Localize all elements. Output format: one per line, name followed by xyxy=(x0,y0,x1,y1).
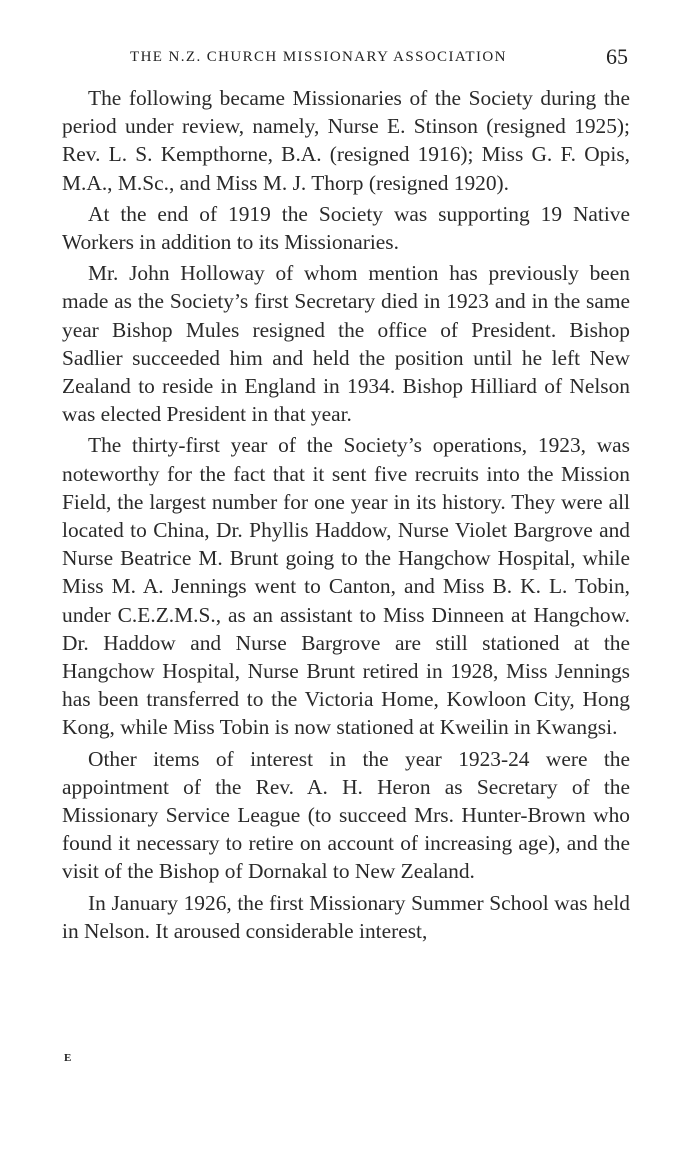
printer-signature-mark: E xyxy=(64,1052,72,1064)
paragraph-1923-24-items: Other items of interest in the year 1923-24 were the appointment of the Rev. A. H. Heron as Secretary of the Missionary Service League (to succeed Mrs. Hunter-Brown who found it necessary to retire on account of increasing age), and the visit of the Bishop of Dornakal to New Zealand. xyxy=(62,746,630,884)
paragraph-holloway-and-presidents: Mr. John Holloway of whom mention has previously been made as the Society’s first Secretary died in 1923 and in the same year Bishop Mules resigned the office of President. Bishop Sadlier succeeded him and held the position until he left New Zealand to reside in England in 1934. Bishop Hilliard of Nelson was elected President in that year. xyxy=(62,261,630,427)
page-number: 65 xyxy=(606,44,628,69)
paragraph-native-workers: At the end of 1919 the Society was supporting 19 Native Workers in addition to its Missionaries. xyxy=(62,201,630,255)
paragraph-1923-recruits: The thirty-first year of the Society’s operations, 1923, was noteworthy for the fact that it sent five recruits into the Mission Field, the largest number for one year in its history. They were all located to China, Dr. Phyllis Haddow, Nurse Violet Bargrove and Nurse Beatrice M. Brunt going to the Hangchow Hospital, while Miss M. A. Jennings went to Canton, and Miss B. K. L. Tobin, under C.E.Z.M.S., as an assistant to Miss Dinneen at Hangchow. Dr. Haddow and Nurse Bargrove are still stationed at the Hangchow Hospital, Nurse Brunt retired in 1928, Miss Jennings has been transferred to the Victoria Home, Kowloon City, Hong Kong, while Miss Tobin is now stationed at Kweilin in Kwangsi. xyxy=(62,433,630,740)
paragraph-new-missionaries: The following became Missionaries of the Society during the period under review, namely, Nurse E. Stinson (resigned 1925); Rev. L. S. Kempthorne, B.A. (resigned 1916); Miss G. F. Opis, M.A., M.Sc., and Miss M. J. Thorp (resigned 1920). xyxy=(62,86,630,195)
paragraph-summer-school: In January 1926, the first Missionary Summer School was held in Nelson. It aroused considerable interest, xyxy=(62,890,630,943)
book-page xyxy=(62,44,630,945)
running-head xyxy=(62,44,630,74)
running-head-title: THE N.Z. CHURCH MISSIONARY ASSOCIATION xyxy=(130,49,507,65)
